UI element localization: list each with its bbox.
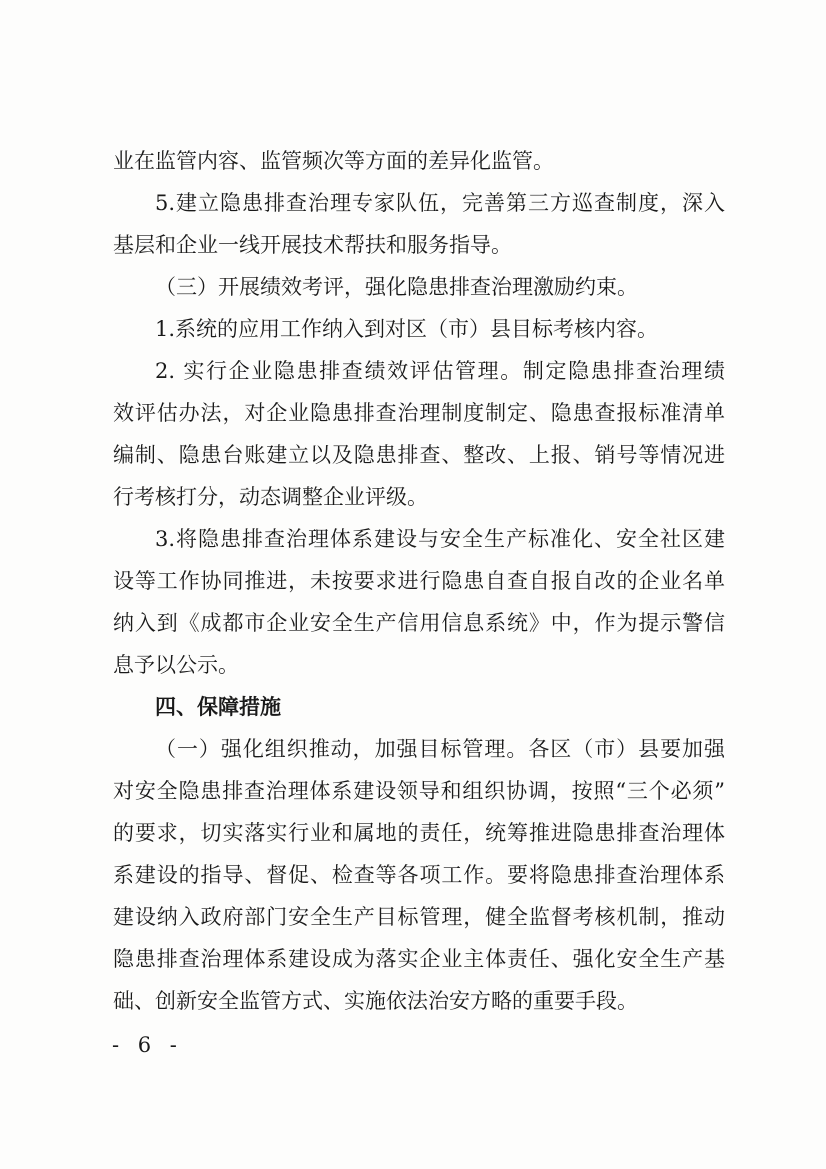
paragraph-line: 对安全隐患排查治理体系建设领导和组织协调，按照“三个必须” <box>113 779 725 803</box>
page-number: - 6 - <box>112 1033 183 1057</box>
section-subheading: （三）开展绩效考评，强化隐患排查治理激励约束。 <box>155 275 638 299</box>
body-text <box>113 140 725 1022</box>
paragraph-line: 息予以公示。 <box>113 653 239 677</box>
paragraph-line: 基层和企业一线开展技术帮扶和服务指导。 <box>113 233 512 257</box>
paragraph-line: 1.系统的应用工作纳入到对区（市）县目标考核内容。 <box>155 317 659 341</box>
paragraph-line: 业在监管内容、监管频次等方面的差异化监管。 <box>113 149 554 173</box>
paragraph-line: 编制、隐患台账建立以及隐患排查、整改、上报、销号等情况进 <box>113 443 725 467</box>
paragraph-line: 础、创新安全监管方式、实施依法治安方略的重要手段。 <box>113 989 638 1013</box>
paragraph-line: 的要求，切实落实行业和属地的责任，统筹推进隐患排查治理体 <box>113 821 725 845</box>
section-heading: 四、保障措施 <box>155 695 281 719</box>
paragraph-line: 行考核打分，动态调整企业评级。 <box>113 485 428 509</box>
paragraph-line: 2. 实行企业隐患排查绩效评估管理。制定隐患排查治理绩 <box>155 359 725 383</box>
paragraph-line: 隐患排查治理体系建设成为落实企业主体责任、强化安全生产基 <box>113 947 725 971</box>
paragraph-line: （一）强化组织推动，加强目标管理。各区（市）县要加强 <box>155 737 725 761</box>
paragraph-line: 建设纳入政府部门安全生产目标管理，健全监督考核机制，推动 <box>113 905 725 929</box>
paragraph-line: 纳入到《成都市企业安全生产信用信息系统》中，作为提示警信 <box>113 611 725 635</box>
paragraph-line: 系建设的指导、督促、检查等各项工作。要将隐患排查治理体系 <box>113 863 725 887</box>
paragraph-line: 设等工作协同推进，未按要求进行隐患自查自报自改的企业名单 <box>113 569 725 593</box>
paragraph-line: 5.建立隐患排查治理专家队伍，完善第三方巡查制度，深入 <box>155 191 725 215</box>
paragraph-line: 效评估办法，对企业隐患排查治理制度制定、隐患查报标准清单 <box>113 401 725 425</box>
paragraph-line: 3.将隐患排查治理体系建设与安全生产标准化、安全社区建 <box>155 527 725 551</box>
